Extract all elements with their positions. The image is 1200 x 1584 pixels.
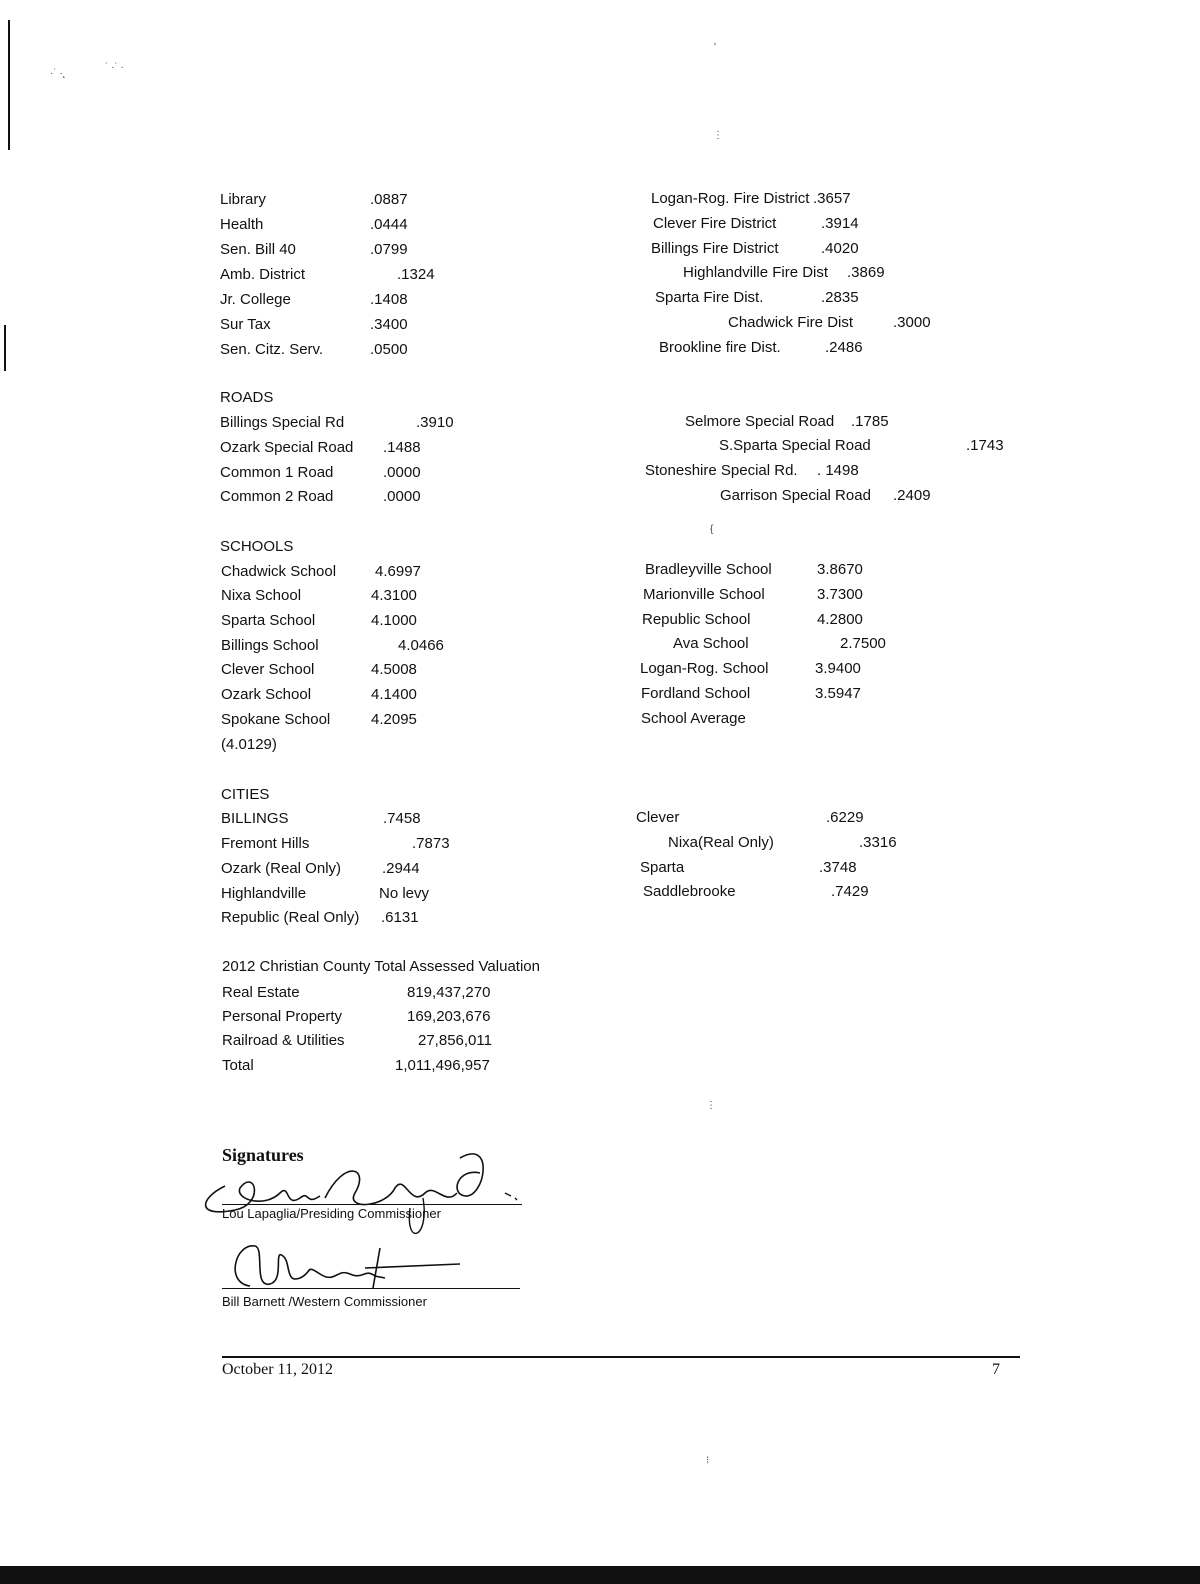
- road-value: .1743: [966, 437, 1004, 454]
- school-value: 4.5008: [371, 661, 417, 678]
- fire-district-value: .3657: [813, 190, 851, 207]
- fire-district-label: Clever Fire District: [653, 215, 777, 232]
- tax-label: Health: [220, 216, 264, 233]
- road-value: .0000: [383, 488, 421, 505]
- fire-district-label: Highlandville Fire Dist: [683, 264, 829, 281]
- school-label: Ozark School: [221, 686, 312, 703]
- school-value: 4.6997: [375, 563, 421, 580]
- tax-value: .0799: [370, 241, 408, 258]
- valuation-label: Personal Property: [222, 1008, 343, 1025]
- city-value: No levy: [379, 885, 430, 902]
- tax-value: .0444: [370, 216, 408, 233]
- city-label: Fremont Hills: [221, 835, 310, 852]
- scan-speck: ': [714, 42, 716, 53]
- school-label: Logan-Rog. School: [640, 660, 769, 677]
- school-label: Spokane School: [221, 711, 331, 728]
- school-value: 3.8670: [817, 561, 863, 578]
- fire-district-value: .3914: [821, 215, 859, 232]
- school-label: Fordland School: [641, 685, 751, 702]
- school-label: Chadwick School: [221, 563, 337, 580]
- scan-edge-mark: [8, 20, 10, 150]
- scan-speck: ⋮: [713, 130, 723, 141]
- road-label: Stoneshire Special Rd.: [645, 462, 798, 479]
- fire-district-label: Sparta Fire Dist.: [655, 289, 764, 306]
- city-value: .6229: [826, 809, 864, 826]
- city-value: .3748: [819, 859, 857, 876]
- signatures-heading: Signatures: [222, 1145, 304, 1165]
- fire-district-label: Brookline fire Dist.: [659, 339, 781, 356]
- footer-date: October 11, 2012: [222, 1361, 333, 1378]
- scan-bottom-border: [0, 1566, 1200, 1584]
- tax-value: .1324: [397, 266, 435, 283]
- fire-district-label: Billings Fire District: [651, 240, 779, 257]
- road-value: .3910: [416, 414, 454, 431]
- fire-district-label: Logan-Rog. Fire District: [651, 190, 810, 207]
- school-value: 3.9400: [815, 660, 861, 677]
- city-value: .3316: [859, 834, 897, 851]
- fire-district-value: .2486: [825, 339, 863, 356]
- valuation-value: 819,437,270: [407, 984, 491, 1001]
- road-label: Billings Special Rd: [220, 414, 345, 431]
- school-label: Bradleyville School: [645, 561, 772, 578]
- fire-district-value: .4020: [821, 240, 859, 257]
- scan-speck: ⁝: [706, 1455, 710, 1466]
- school-value: 4.1000: [371, 612, 417, 629]
- school-average-value: (4.0129): [221, 736, 277, 753]
- tax-label: Sen. Citz. Serv.: [220, 341, 324, 358]
- tax-label: Library: [220, 191, 266, 208]
- city-label: Saddlebrooke: [643, 883, 736, 900]
- scan-edge-mark: [4, 325, 6, 371]
- city-label: Republic (Real Only): [221, 909, 360, 926]
- valuation-heading: 2012 Christian County Total Assessed Valuation: [222, 958, 540, 975]
- tax-label: Sen. Bill 40: [220, 241, 296, 258]
- scan-speck: ˙ ·˙ ·: [105, 62, 124, 73]
- fire-district-label: Chadwick Fire Dist: [728, 314, 854, 331]
- footer-rule: [222, 1356, 1020, 1358]
- signature-line-1: [222, 1204, 522, 1205]
- school-value: 4.0466: [398, 637, 444, 654]
- road-label: S.Sparta Special Road: [719, 437, 871, 454]
- signature-label-barnett: Bill Barnett /Western Commissioner: [222, 1294, 427, 1309]
- school-value: 4.1400: [371, 686, 417, 703]
- road-label: Common 1 Road: [220, 464, 334, 481]
- signature-line-2: [222, 1288, 520, 1289]
- valuation-value: 27,856,011: [418, 1032, 492, 1049]
- city-value: .2944: [382, 860, 420, 877]
- city-value: .7873: [412, 835, 450, 852]
- school-label: Republic School: [642, 611, 751, 628]
- city-label: Highlandville: [221, 885, 307, 902]
- road-value: .1785: [851, 413, 889, 430]
- road-label: Selmore Special Road: [685, 413, 835, 430]
- valuation-label: Railroad & Utilities: [222, 1032, 345, 1049]
- valuation-value: 169,203,676: [407, 1008, 491, 1025]
- city-label: Sparta: [640, 859, 685, 876]
- city-label: Nixa(Real Only): [668, 834, 774, 851]
- valuation-label: Total: [222, 1057, 254, 1074]
- signature-label-lapaglia: Lou Lapaglia/Presiding Commissioner: [222, 1206, 441, 1221]
- scan-speck: {: [710, 524, 714, 535]
- school-label: Ava School: [673, 635, 749, 652]
- school-average-label: School Average: [641, 710, 746, 727]
- tax-value: .1408: [370, 291, 408, 308]
- school-value: 3.7300: [817, 586, 863, 603]
- footer-page-number: 7: [992, 1361, 1000, 1378]
- road-value: . 1498: [817, 462, 859, 479]
- school-value: 4.2800: [817, 611, 863, 628]
- city-value: .6131: [381, 909, 419, 926]
- school-label: Nixa School: [221, 587, 302, 604]
- road-value: .2409: [893, 487, 931, 504]
- school-label: Billings School: [221, 637, 319, 654]
- school-value: 2.7500: [840, 635, 886, 652]
- city-value: .7429: [831, 883, 869, 900]
- tax-value: .3400: [370, 316, 408, 333]
- schools-heading: SCHOOLS: [220, 538, 294, 555]
- fire-district-value: .3000: [893, 314, 931, 331]
- roads-heading: ROADS: [220, 389, 274, 406]
- road-value: .0000: [383, 464, 421, 481]
- fire-district-value: .3869: [847, 264, 885, 281]
- city-label: Ozark (Real Only): [221, 860, 342, 877]
- tax-value: .0887: [370, 191, 408, 208]
- tax-label: Jr. College: [220, 291, 291, 308]
- school-label: Clever School: [221, 661, 315, 678]
- road-value: .1488: [383, 439, 421, 456]
- city-value: .7458: [383, 810, 421, 827]
- road-label: Common 2 Road: [220, 488, 334, 505]
- scan-speck: ⋮: [706, 1100, 716, 1111]
- scan-speck: ·˙ ·˛: [50, 68, 67, 79]
- tax-value: .0500: [370, 341, 408, 358]
- school-label: Marionville School: [643, 586, 765, 603]
- fire-district-value: .2835: [821, 289, 859, 306]
- city-label: BILLINGS: [221, 810, 289, 827]
- tax-label: Sur Tax: [220, 316, 271, 333]
- tax-label: Amb. District: [220, 266, 306, 283]
- valuation-total-value: 1,011,496,957: [395, 1057, 490, 1074]
- school-label: Sparta School: [221, 612, 316, 629]
- city-label: Clever: [636, 809, 680, 826]
- school-value: 4.3100: [371, 587, 417, 604]
- road-label: Ozark Special Road: [220, 439, 354, 456]
- school-value: 3.5947: [815, 685, 861, 702]
- road-label: Garrison Special Road: [720, 487, 871, 504]
- valuation-label: Real Estate: [222, 984, 300, 1001]
- school-value: 4.2095: [371, 711, 417, 728]
- cities-heading: CITIES: [221, 786, 270, 803]
